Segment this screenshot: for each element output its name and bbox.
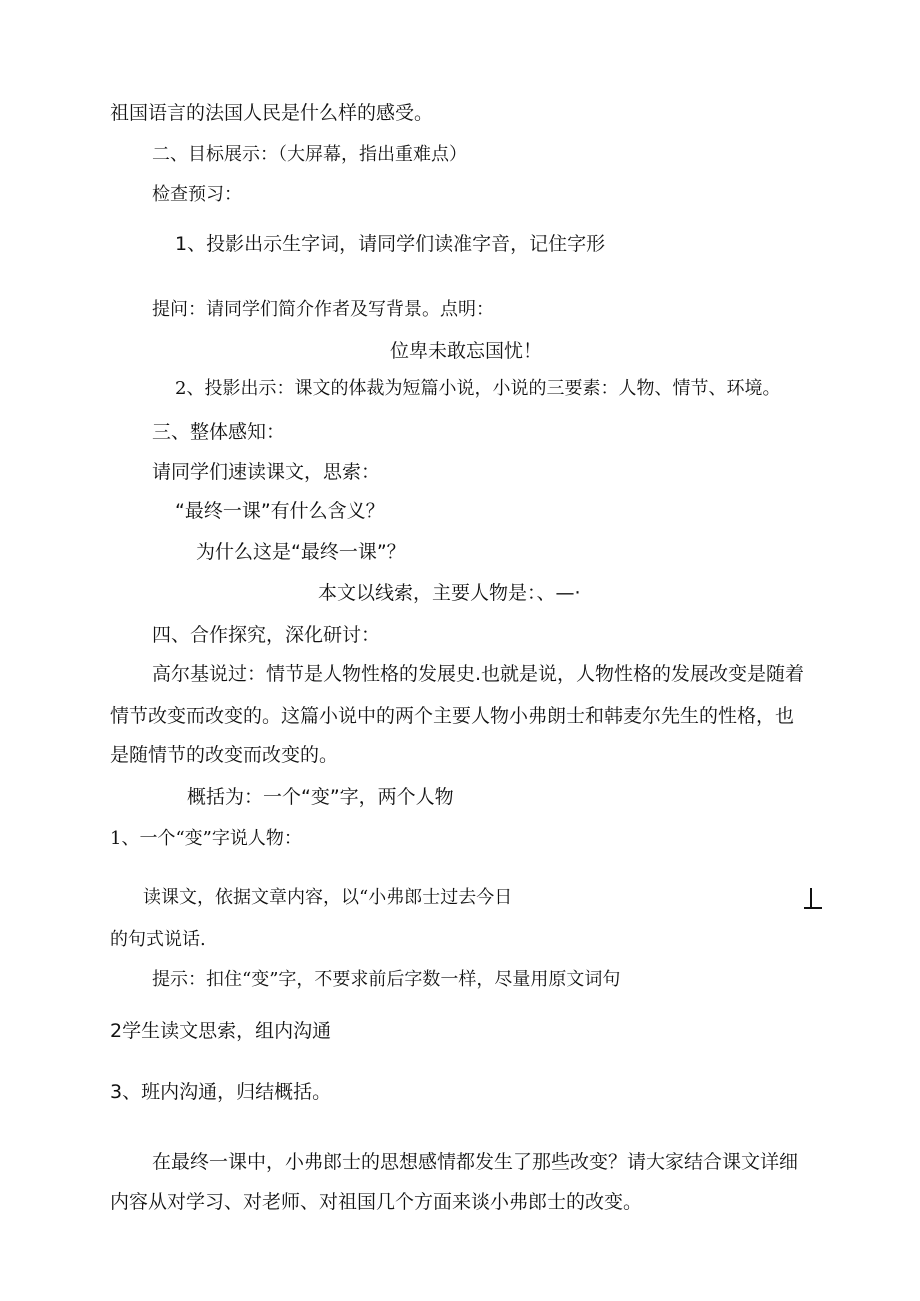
summary-line: 概括为：一个“变”字，两个人物 bbox=[187, 786, 454, 808]
hint-line: 提示：扣住“变”字，不要求前后字数一样，尽量用原文词句 bbox=[152, 969, 621, 990]
fill-in-line: 本文以线索，主要人物是：、—· bbox=[318, 582, 581, 604]
section-heading-overall: 三、整体感知： bbox=[152, 421, 286, 443]
paragraph-line: 是随情节的改变而改变的。 bbox=[110, 744, 339, 766]
activity-line: 的句式说话. bbox=[110, 929, 206, 950]
blank-end-mark bbox=[804, 888, 822, 910]
section-heading-explore: 四、合作探究，深化研讨： bbox=[152, 624, 381, 646]
paragraph-line: 在最终一课中，小弗郎士的思想感情都发生了那些改变？请大家结合课文详细 bbox=[152, 1151, 799, 1173]
subsection-heading: 1、一个“变”字说人物： bbox=[110, 828, 302, 849]
instruction-line: 请同学们速读课文，思索： bbox=[152, 461, 381, 483]
paragraph-line: 内容从对学习、对老师、对祖国几个方面来谈小弗郎士的改变。 bbox=[110, 1191, 643, 1213]
paragraph-line: 高尔基说过：情节是人物性格的发展史.也就是说，人物性格的发展改变是随着 bbox=[152, 663, 805, 685]
section-heading-objectives: 二、目标展示：（大屏幕，指出重难点） bbox=[152, 144, 467, 165]
paragraph-line: 情节改变而改变的。这篇小说中的两个主要人物小弗朗士和韩麦尔先生的性格，也 bbox=[110, 705, 795, 727]
highlight-quote: 位卑未敢忘国忧！ bbox=[390, 340, 543, 362]
step-2-genre: 2、投影出示：课文的体裁为短篇小说，小说的三要素：人物、情节、环境。 bbox=[175, 378, 781, 399]
question-author-background: 提问：请同学们简介作者及写背景。点明： bbox=[152, 299, 494, 320]
question-line: “最终一课”有什么含义？ bbox=[175, 500, 385, 522]
step-2-discussion: 2学生读文思索，组内沟通 bbox=[110, 1020, 332, 1042]
activity-line: 读课文，依据文章内容，以“小弗郎士过去今日 bbox=[143, 887, 513, 908]
step-1-vocabulary: 1、投影出示生字词，请同学们读准字音，记住字形 bbox=[175, 233, 606, 255]
question-line: 为什么这是“最终一课”？ bbox=[196, 541, 406, 563]
step-3-class-summary: 3、班内沟通，归结概括。 bbox=[110, 1081, 332, 1103]
subheading-preview-check: 检查预习： bbox=[152, 184, 242, 205]
paragraph-line: 祖国语言的法国人民是什么样的感受。 bbox=[110, 102, 434, 124]
